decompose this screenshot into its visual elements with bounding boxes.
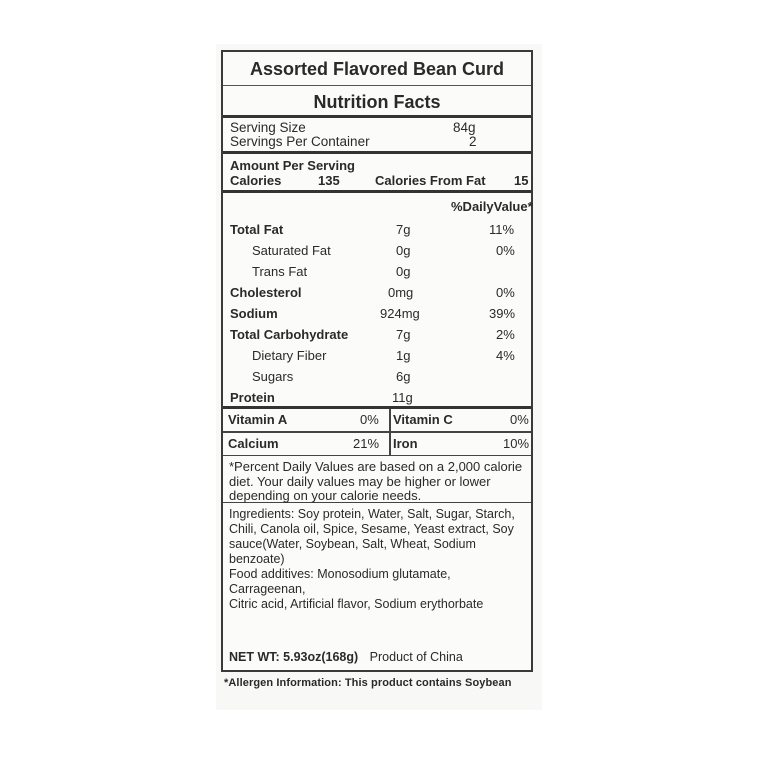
vitamin-c-label: Vitamin C <box>393 412 453 427</box>
ingredients-section <box>223 503 531 669</box>
vitamins-section <box>223 409 531 456</box>
amount-section <box>223 154 531 193</box>
nutrient-name: Protein <box>230 390 275 405</box>
net-weight-line <box>229 650 463 665</box>
nutrient-dv: 0% <box>496 285 515 300</box>
nutrient-name: Saturated Fat <box>252 243 331 258</box>
nutrient-amount: 7g <box>396 327 411 342</box>
ingredients-line: Food additives: Monosodium glutamate, Carrageenan, <box>229 567 451 596</box>
nutrient-name: Total Carbohydrate <box>230 327 349 342</box>
calories-from-fat-value: 15 <box>514 173 529 188</box>
net-weight: NET WT: 5.93oz(168g) <box>229 650 359 664</box>
nutrient-amount: 0mg <box>388 285 414 300</box>
nutrient-dv: 11% <box>489 222 515 237</box>
footnote-line: depending on your calorie needs. <box>229 488 422 503</box>
servings-per-container-value: 2 <box>469 134 477 149</box>
nutrient-name: Trans Fat <box>252 264 308 279</box>
nutrient-name: Dietary Fiber <box>252 348 327 363</box>
nutrient-amount: 6g <box>396 369 411 384</box>
nutrition-facts-heading: Nutrition Facts <box>223 86 531 118</box>
daily-value-footnote <box>223 456 531 503</box>
product-origin: Product of China <box>369 650 463 664</box>
vitamin-c-value: 0% <box>510 412 529 427</box>
nutrition-label <box>221 50 533 672</box>
nutrient-amount: 7g <box>396 222 411 237</box>
vitamin-row <box>223 409 531 431</box>
iron-value: 10% <box>503 436 530 451</box>
product-name: Assorted Flavored Bean Curd <box>223 52 531 86</box>
daily-value-header: %DailyValue* <box>451 199 533 214</box>
nutrient-dv: 0% <box>496 243 515 258</box>
nutrient-amount: 11g <box>392 390 413 405</box>
serving-size-value: 84g <box>453 120 476 135</box>
ingredients-line: sauce(Water, Soybean, Salt, Wheat, Sodium benzoate) <box>229 537 476 566</box>
ingredients-line: Citric acid, Artificial flavor, Sodium erythorbate <box>229 597 484 611</box>
nutrient-dv: 4% <box>496 348 515 363</box>
nutrient-amount: 0g <box>396 264 411 279</box>
calcium-label: Calcium <box>228 436 279 451</box>
nutrients-section <box>223 193 531 409</box>
calories-value: 135 <box>318 173 340 188</box>
nutrient-name: Sodium <box>230 306 278 321</box>
nutrient-name: Cholesterol <box>230 285 302 300</box>
amount-per-serving: Amount Per Serving <box>230 158 355 173</box>
nutrient-dv: 2% <box>496 327 515 342</box>
vitamin-a-label: Vitamin A <box>228 412 288 427</box>
nutrient-amount: 0g <box>396 243 411 258</box>
footnote-line: *Percent Daily Values are based on a 2,000 calorie <box>229 459 523 474</box>
nutrient-dv: 39% <box>489 306 516 321</box>
calcium-value: 21% <box>353 436 380 451</box>
serving-size-label: Serving Size <box>230 120 306 135</box>
ingredients-line: Ingredients: Soy protein, Water, Salt, Sugar, Starch, <box>229 507 515 521</box>
ingredients-line: Chili, Canola oil, Spice, Sesame, Yeast extract, Soy <box>229 522 514 536</box>
calories-from-fat-label: Calories From Fat <box>375 173 486 188</box>
nutrient-amount: 924mg <box>380 306 420 321</box>
allergen-information: *Allergen Information: This product contains Soybean <box>224 677 512 689</box>
mineral-row <box>223 433 531 455</box>
footnote-line: diet. Your daily values may be higher or lower <box>229 473 491 489</box>
vitamin-a-value: 0% <box>360 412 379 427</box>
nutrient-name: Total Fat <box>230 222 284 237</box>
serving-section <box>223 118 531 154</box>
nutrient-amount: 1g <box>396 348 411 363</box>
calories-label: Calories <box>230 173 282 188</box>
nutrient-name: Sugars <box>252 369 294 384</box>
iron-label: Iron <box>393 436 418 451</box>
servings-per-container-label: Servings Per Container <box>230 134 370 149</box>
